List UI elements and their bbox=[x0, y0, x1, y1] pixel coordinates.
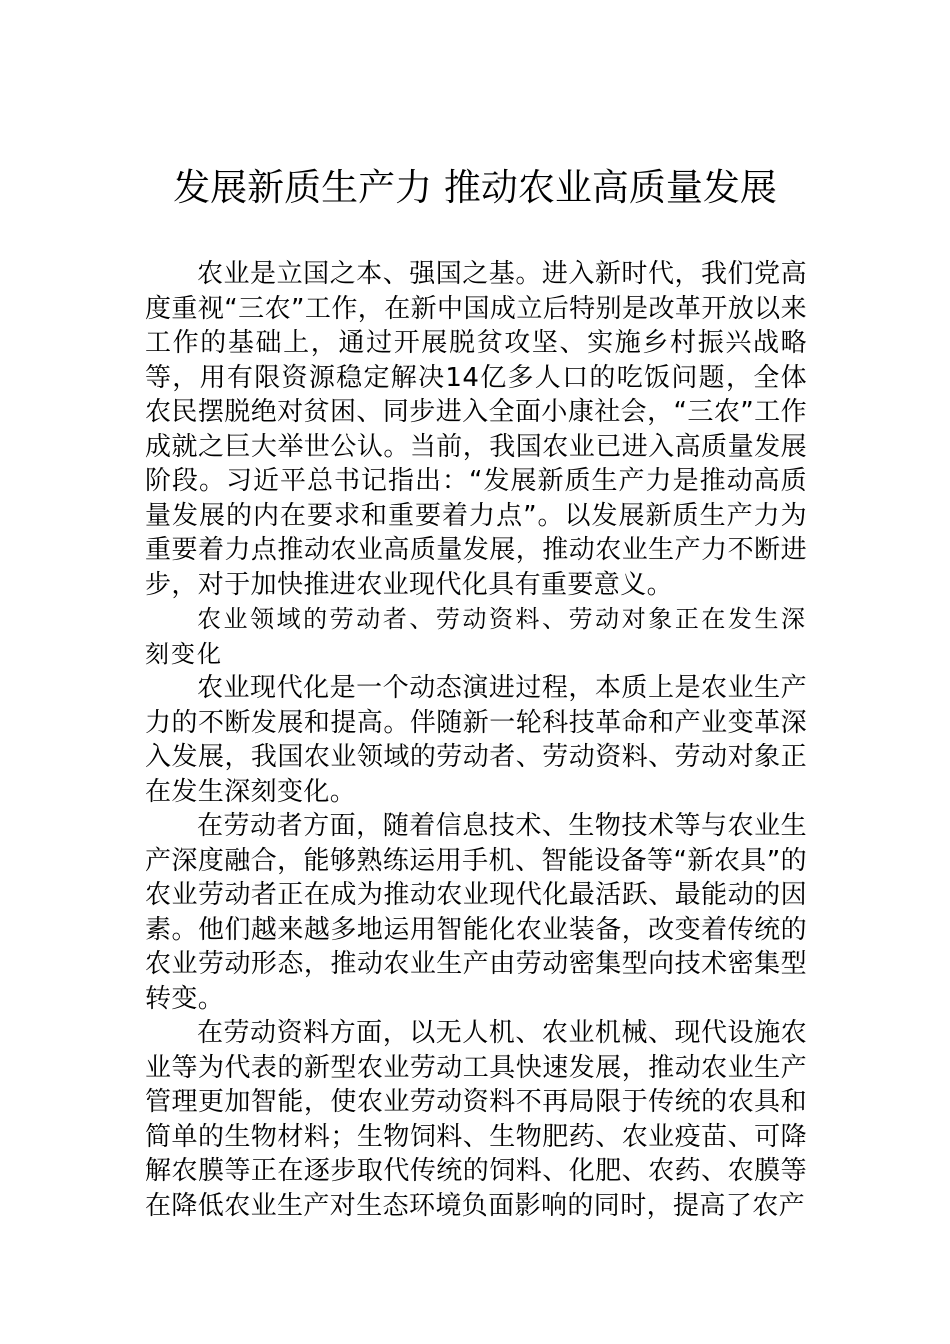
document-body bbox=[145, 257, 807, 1223]
section-heading: 农业领域的劳动者、劳动资料、劳动对象正在发生深刻变化 bbox=[145, 605, 807, 668]
paragraph-laborers: 在劳动者方面，随着信息技术、生物技术等与农业生产深度融合，能够熟练运用手机、智能设备等“新农具”的农业劳动者正在成为推动农业现代化最活跃、最能动的因素。他们越来越多地运用智能化农业装备，改变着传统的农业劳动形态，推动农业生产由劳动密集型向技术密集型转变。 bbox=[145, 811, 807, 1014]
paragraph-modernization: 农业现代化是一个动态演进过程，本质上是农业生产力的不断发展和提高。伴随新一轮科技革命和产业变革深入发展，我国农业领域的劳动者、劳动资料、劳动对象正在发生深刻变化。 bbox=[145, 673, 807, 807]
paragraph-labor-materials: 在劳动资料方面，以无人机、农业机械、现代设施农业等为代表的新型农业劳动工具快速发展，推动农业生产管理更加智能，使农业劳动资料不再局限于传统的农具和简单的生物材料；生物饲料、生物肥药、农业疫苗、可降解农膜等正在逐步取代传统的饲料、化肥、农药、农膜等在降低农业生产对生态环境负面影响的同时，提高了农产 bbox=[145, 1018, 807, 1221]
document-title: 发展新质生产力 推动农业高质量发展 bbox=[173, 166, 777, 209]
paragraph-intro: 农业是立国之本、强国之基。进入新时代，我们党高度重视“三农”工作，在新中国成立后特别是改革开放以来工作的基础上，通过开展脱贫攻坚、实施乡村振兴战略等，用有限资源稳定解决14亿多人口的吃饭问题，全体农民摆脱绝对贫困、同步进入全面小康社会，“三农”工作成就之巨大举世公认。当前，我国农业已进入高质量发展阶段。习近平总书记指出：“发展新质生产力是推动高质量发展的内在要求和重要着力点”。以发展新质生产力为重要着力点推动农业高质量发展，推动农业生产力不断进步，对于加快推进农业现代化具有重要意义。 bbox=[145, 259, 807, 600]
